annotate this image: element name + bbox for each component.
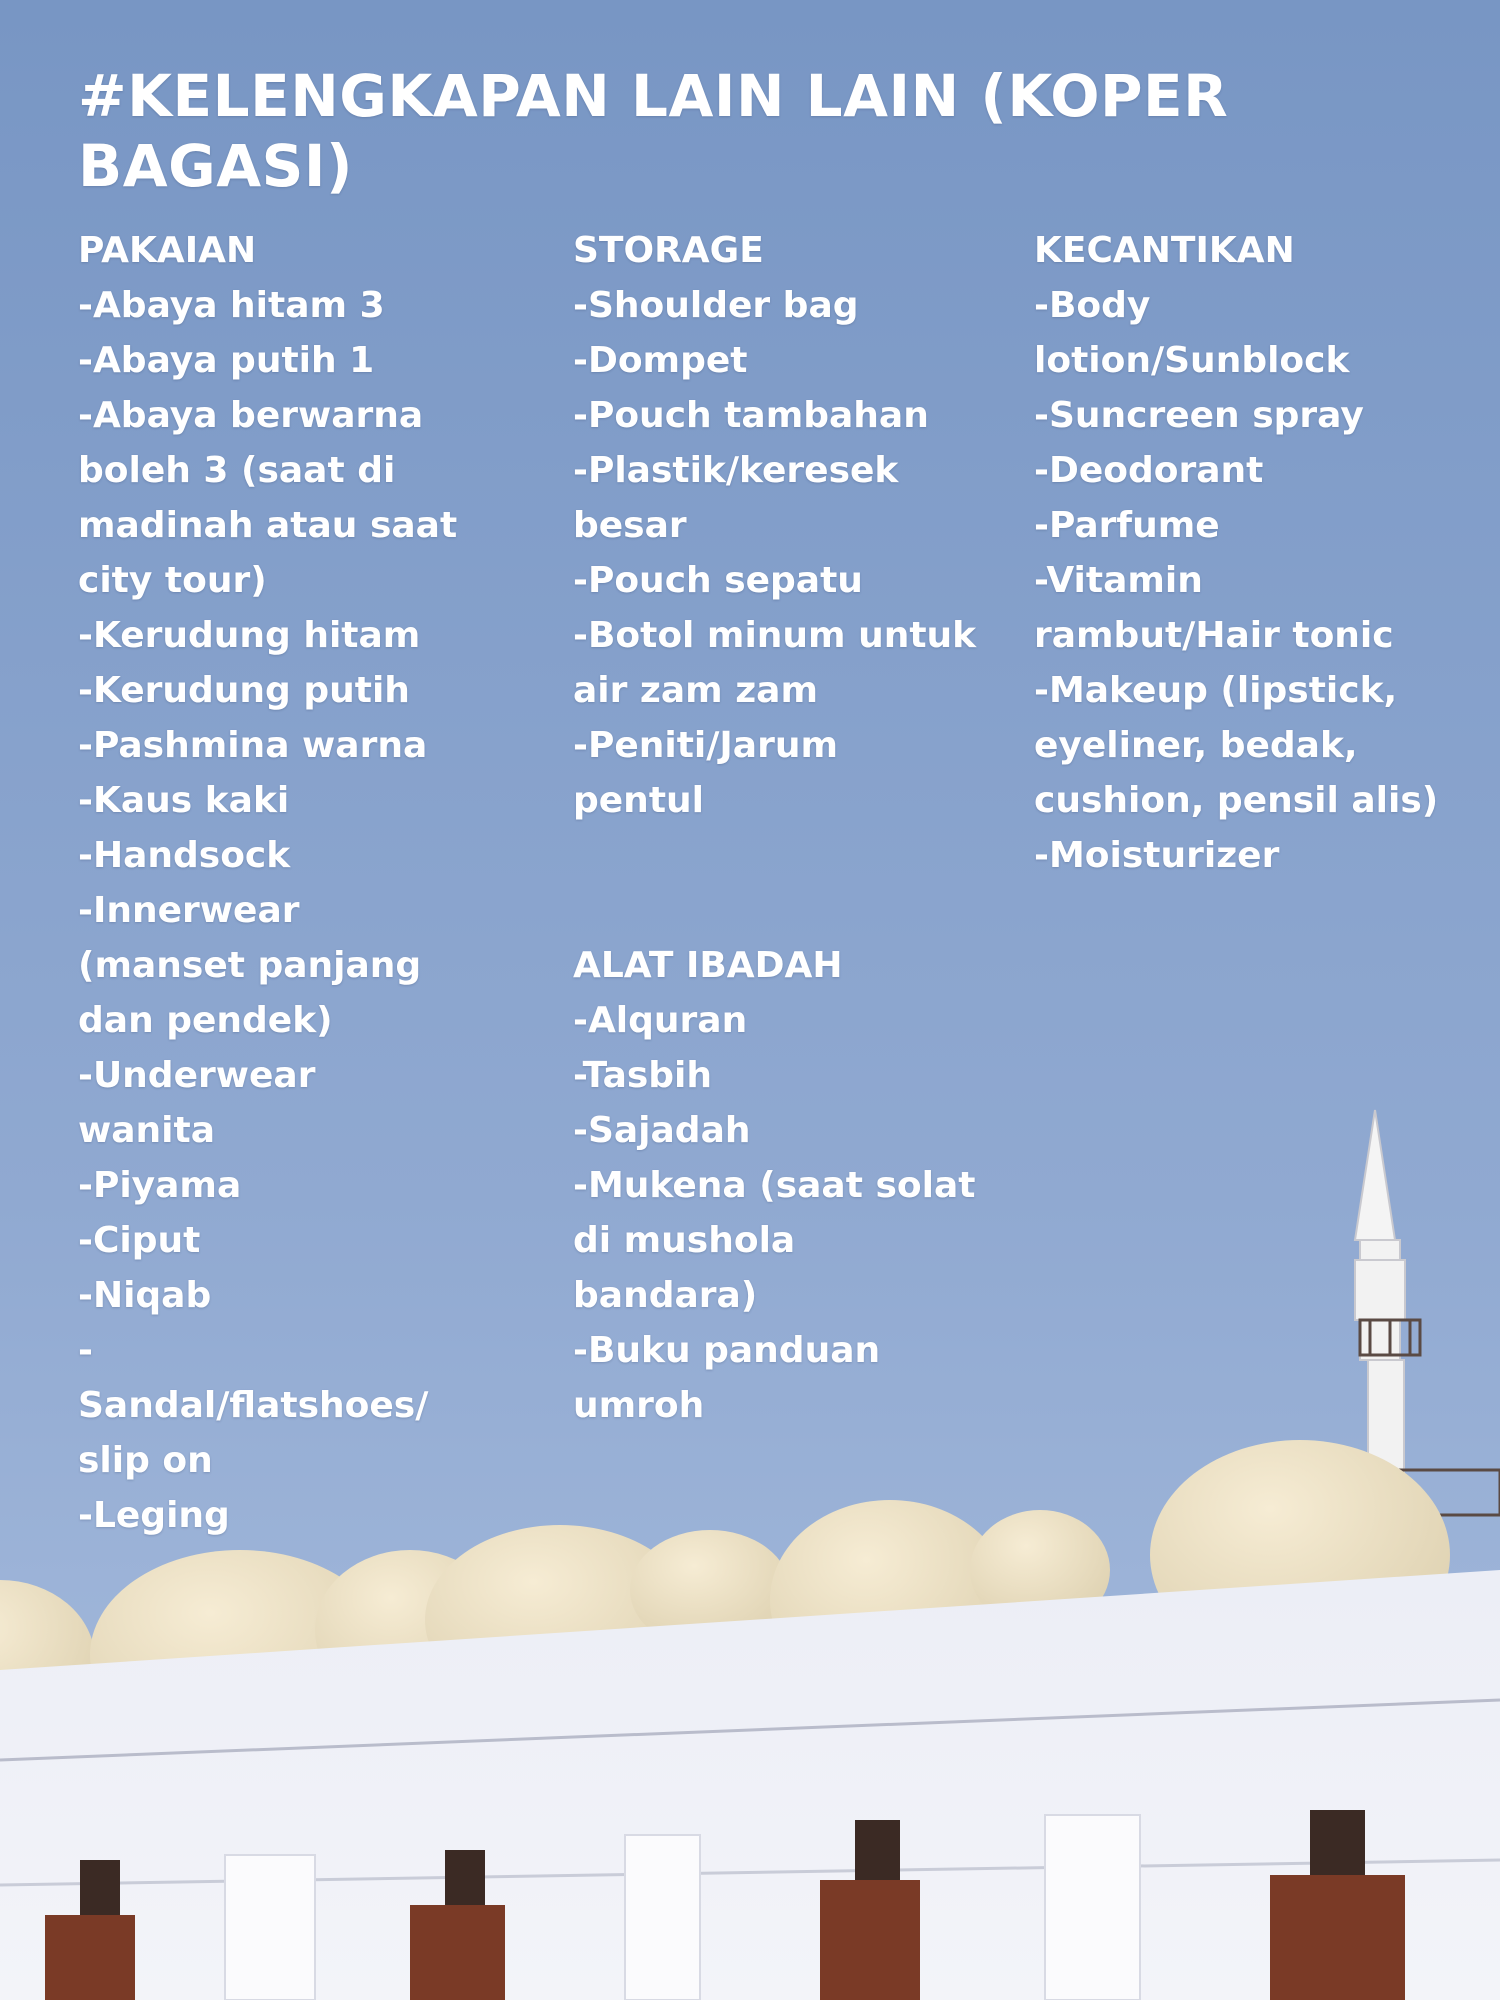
list-item: -Mukena (saat solat di mushola bandara) (573, 1165, 976, 1316)
list-item: -Plastik/keresek besar (573, 450, 899, 546)
list-kecantikan (1034, 278, 1464, 883)
list-item: -Niqab (78, 1275, 212, 1316)
list-item: -Shoulder bag (573, 285, 859, 326)
list-item: -Botol minum untuk air zam zam (573, 615, 977, 711)
list-item: -Pouch sepatu (573, 560, 863, 601)
section-heading-alat-ibadah: ALAT IBADAH (573, 945, 843, 986)
list-item: -Deodorant (1034, 450, 1264, 491)
list-item: -Ciput (78, 1220, 201, 1261)
list-item: -Abaya putih 1 (78, 340, 375, 381)
column-kecantikan (1034, 223, 1464, 883)
page-title: #KELENGKAPAN LAIN LAIN (KOPER BAGASI) (78, 62, 1229, 200)
list-alat-ibadah (573, 993, 993, 1433)
list-item: -Kerudung putih (78, 670, 410, 711)
section-heading-storage: STORAGE (573, 230, 764, 271)
list-item: -Alquran (573, 1000, 748, 1041)
list-item: -Makeup (lipstick, eyeliner, bedak, cushion, pensil alis) (1034, 670, 1439, 821)
list-item: - Sandal/flatshoes/ slip on (78, 1330, 429, 1481)
list-item: -Pashmina warna (78, 725, 428, 766)
list-item: -Innerwear (manset panjang dan pendek) (78, 890, 422, 1041)
list-item: -Kerudung hitam (78, 615, 421, 656)
list-item: -Buku panduan umroh (573, 1330, 881, 1426)
list-item: -Underwear wanita (78, 1055, 316, 1151)
list-item: -Body lotion/Sunblock (1034, 285, 1350, 381)
list-item: -Tasbih (573, 1055, 713, 1096)
list-item: -Leging (78, 1495, 230, 1536)
list-item: -Suncreen spray (1034, 395, 1364, 436)
section-heading-pakaian: PAKAIAN (78, 230, 257, 271)
list-pakaian (78, 278, 458, 1543)
list-item: -Peniti/Jarum pentul (573, 725, 838, 821)
section-spacer (573, 828, 993, 938)
list-item: -Sajadah (573, 1110, 751, 1151)
list-item: -Abaya hitam 3 (78, 285, 385, 326)
section-heading-kecantikan: KECANTIKAN (1034, 230, 1295, 271)
list-item: -Handsock (78, 835, 291, 876)
list-item: -Parfume (1034, 505, 1220, 546)
list-item: -Vitamin rambut/Hair tonic (1034, 560, 1394, 656)
list-item: -Abaya berwarna boleh 3 (saat di madinah atau saat city tour) (78, 395, 458, 601)
list-item: -Piyama (78, 1165, 242, 1206)
list-item: -Dompet (573, 340, 748, 381)
column-pakaian (78, 223, 458, 1543)
list-item: -Moisturizer (1034, 835, 1280, 876)
list-storage (573, 278, 993, 828)
list-item: -Pouch tambahan (573, 395, 929, 436)
column-storage-ibadah (573, 223, 993, 1433)
list-item: -Kaus kaki (78, 780, 290, 821)
